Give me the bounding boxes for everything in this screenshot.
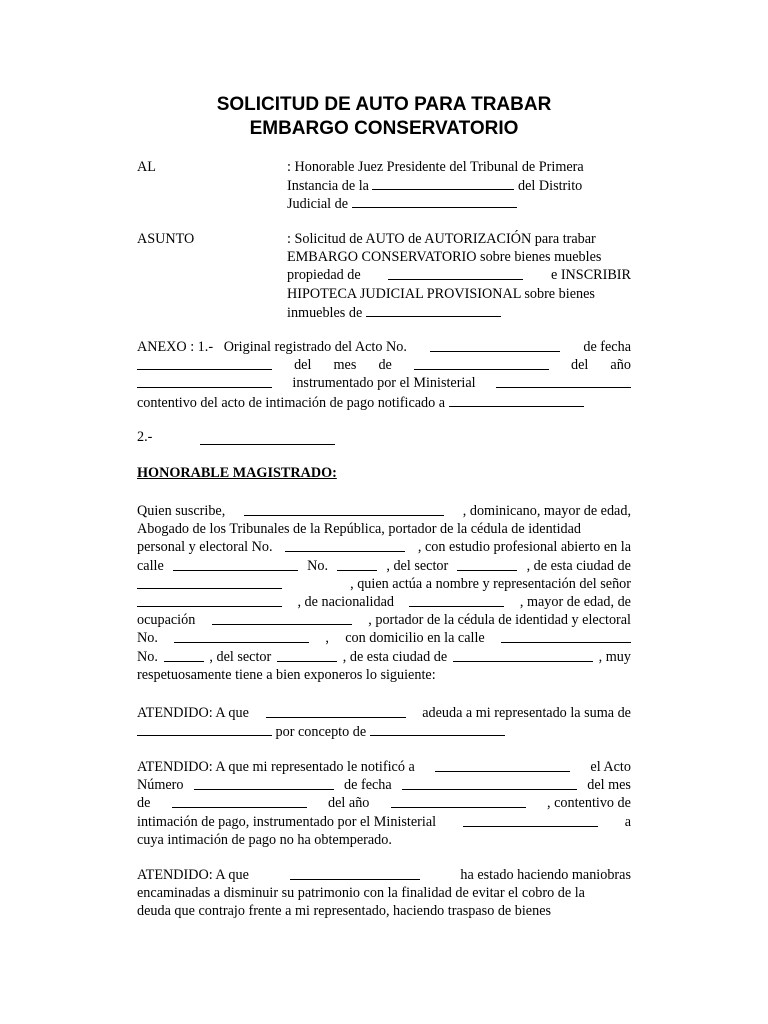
anexo-text: ANEXO : 1.- Original registrado del Acto No. <box>137 339 407 355</box>
paragraph-text: del mes <box>587 777 631 794</box>
al-recipient <box>287 158 631 213</box>
anexo-text: del <box>294 357 312 374</box>
paragraph-text: ocupación <box>137 612 196 629</box>
paragraph-text: de <box>137 795 151 812</box>
blank-line <box>290 866 420 880</box>
paragraph-text: ATENDIDO: A que <box>137 705 249 721</box>
anexo-block <box>137 338 631 411</box>
paragraph-line <box>137 629 631 647</box>
asunto-line: propiedad de <box>287 267 361 284</box>
paragraph-text: , muy <box>598 648 631 665</box>
blank-line <box>453 648 593 662</box>
paragraph-text: Quien suscribe, <box>137 503 226 519</box>
blank-line <box>266 704 406 718</box>
paragraph-line <box>137 538 631 556</box>
blank-line <box>137 374 272 388</box>
paragraph-text: , contentivo de <box>547 795 631 812</box>
paragraph-text: calle <box>137 557 164 574</box>
paragraph-line <box>137 611 631 629</box>
asunto-line: : Solicitud de AUTO de AUTORIZACIÓN para trabar <box>287 231 596 247</box>
paragraph-text: a <box>624 813 631 830</box>
asunto-line: EMBARGO CONSERVATORIO sobre bienes muebles <box>287 249 602 266</box>
al-line: del Distrito <box>518 178 583 195</box>
blank-line <box>430 338 560 352</box>
anexo-text: contentivo del acto de intimación de pago notificado a <box>137 394 446 411</box>
al-line: : Honorable Juez Presidente del Tribunal de Primera <box>287 159 584 175</box>
paragraph-line <box>137 902 631 920</box>
blank-line <box>244 502 444 516</box>
blank-line <box>414 356 549 370</box>
anexo-text: de fecha <box>583 339 631 355</box>
blank-line <box>164 648 204 662</box>
document-title-line1: SOLICITUD DE AUTO PARA TRABAR <box>216 94 552 115</box>
paragraph-line <box>137 704 631 722</box>
blank-line <box>372 176 514 190</box>
blank-line <box>501 629 631 643</box>
paragraph-atendido-2 <box>137 758 631 849</box>
anexo-text: instrumentado por el Ministerial <box>292 375 476 392</box>
paragraph-line <box>137 813 631 831</box>
document-title-line2: EMBARGO CONSERVATORIO <box>249 118 519 139</box>
paragraph-text: deuda que contrajo frente a mi representado, haciendo traspaso de bienes <box>137 903 552 920</box>
paragraph-text: , dominicano, mayor de edad, <box>462 503 631 519</box>
paragraph-text: , de esta ciudad de <box>342 648 448 665</box>
paragraph-line <box>137 794 631 812</box>
paragraph-line <box>137 502 631 520</box>
anexo-text: mes <box>333 357 357 374</box>
paragraph-line <box>137 776 631 794</box>
paragraph-text: Abogado de los Tribunales de la República, portador de la cédula de identidad <box>137 521 582 538</box>
paragraph-text: el Acto <box>590 759 631 775</box>
paragraph-text: , portador de la cédula de identidad y electoral <box>368 612 631 629</box>
anexo-text: año <box>610 357 631 374</box>
salutation-heading: HONORABLE MAGISTRADO: <box>137 465 337 481</box>
blank-line <box>174 629 309 643</box>
paragraph-line <box>137 831 631 849</box>
blank-line <box>173 557 298 571</box>
paragraph-text: ATENDIDO: A que mi representado le notificó a <box>137 759 415 775</box>
paragraph-text: de fecha <box>344 777 392 794</box>
blank-line <box>402 776 577 790</box>
paragraph-text: cuya intimación de pago no ha obtemperado. <box>137 831 392 848</box>
asunto-line: inmuebles de <box>287 304 363 321</box>
blank-line <box>496 374 631 388</box>
blank-line <box>370 722 505 736</box>
blank-line <box>352 194 517 208</box>
paragraph-text: Número <box>137 777 184 794</box>
paragraph-line <box>137 575 631 593</box>
paragraph-line <box>137 520 631 538</box>
blank-line <box>137 722 272 736</box>
blank-line <box>172 794 307 808</box>
paragraph-text: respetuosamente tiene a bien exponeros lo siguiente: <box>137 666 436 683</box>
paragraph-text: ha estado haciendo maniobras <box>460 867 631 883</box>
paragraph-line <box>137 758 631 776</box>
blank-line <box>449 393 584 407</box>
blank-line <box>463 813 598 827</box>
paragraph-line <box>137 884 631 902</box>
blank-line <box>337 557 377 571</box>
blank-line <box>194 776 334 790</box>
blank-line <box>212 611 352 625</box>
paragraph-text: ATENDIDO: A que <box>137 867 249 883</box>
al-line: Judicial de <box>287 196 349 213</box>
paragraph-text: personal y electoral No. <box>137 539 273 556</box>
blank-line <box>137 575 282 589</box>
asunto-text <box>287 230 631 321</box>
paragraph-text: con domicilio en la calle <box>345 630 485 647</box>
asunto-line: e INSCRIBIR <box>550 267 631 284</box>
blank-line <box>435 758 570 772</box>
al-line: Instancia de la <box>287 178 369 195</box>
paragraph-line <box>137 593 631 611</box>
paragraph-text: No. <box>137 630 158 647</box>
blank-line <box>277 648 337 662</box>
paragraph-text: , <box>325 630 329 647</box>
blank-line <box>391 794 526 808</box>
paragraph-text: , con estudio profesional abierto en la <box>417 539 631 556</box>
paragraph-text: , quien actúa a nombre y representación del señor <box>350 575 631 592</box>
blank-line <box>366 303 501 317</box>
paragraph-text: No. <box>137 648 158 665</box>
paragraph-text: , mayor de edad, de <box>519 593 631 610</box>
anexo-text: del <box>571 357 589 374</box>
paragraph-line <box>137 557 631 575</box>
paragraph-line <box>137 722 631 740</box>
blank-line <box>409 593 504 607</box>
anexo-text: de <box>378 357 392 374</box>
paragraph-atendido-3 <box>137 866 631 921</box>
paragraph-text: No. <box>307 557 329 574</box>
paragraph-text: , del sector <box>209 648 272 665</box>
asunto-label: ASUNTO <box>137 231 195 247</box>
paragraph-text: , de esta ciudad de <box>526 557 631 574</box>
paragraph-text: del año <box>328 795 370 812</box>
paragraph-text: , del sector <box>386 557 449 574</box>
blank-line <box>137 593 282 607</box>
paragraph-line <box>137 648 631 666</box>
paragraph-text: por concepto de <box>275 724 367 741</box>
paragraph-line <box>137 666 631 684</box>
asunto-line: HIPOTECA JUDICIAL PROVISIONAL sobre bienes <box>287 285 595 302</box>
paragraph-text: adeuda a mi representado la suma de <box>422 705 631 721</box>
al-label: AL <box>137 159 156 175</box>
paragraph-atendido-1 <box>137 704 631 740</box>
paragraph-text: , de nacionalidad <box>297 593 394 610</box>
blank-line <box>388 266 523 280</box>
paragraph-text: intimación de pago, instrumentado por el Ministerial <box>137 813 437 830</box>
paragraph-quien-suscribe <box>137 502 631 684</box>
paragraph-line <box>137 866 631 884</box>
anexo-item-2: 2.- <box>137 429 153 445</box>
blank-line <box>457 557 517 571</box>
blank-line <box>200 431 335 445</box>
blank-line <box>285 538 405 552</box>
blank-line <box>137 356 272 370</box>
paragraph-text: encaminadas a disminuir su patrimonio con la finalidad de evitar el cobro de la <box>137 885 585 902</box>
